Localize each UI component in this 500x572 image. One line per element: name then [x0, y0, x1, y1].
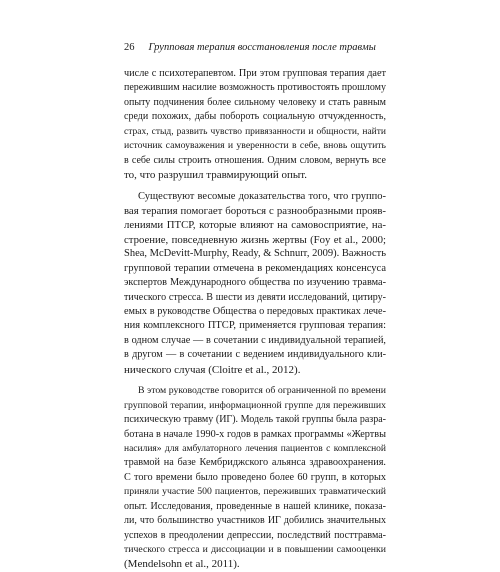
text-line: опыт. Исследования, проведенные в нашей клинике, показа- [124, 500, 386, 512]
text-line: то, что разрушил травмирующий опыт. [124, 169, 308, 182]
text-line: строение, повседневную жизнь жертвы (Foy et al., 2000; [124, 233, 386, 246]
text-line: вая терапия помогает бороться с разнообразными прояв- [124, 204, 386, 217]
text-line: среди похожих, дабы побороть социальную отчужденность, [124, 111, 386, 123]
text-line: ли, что большинство участников ИГ добились значительных [124, 515, 386, 527]
text-line: групповой терапии отмечена в рекомендациях консенсуса [124, 262, 386, 274]
text-line: опыту подчинения более сильному человеку и стать равным [124, 96, 386, 108]
text-line: ботана в начале 1990-х годов в рамках программы «Жертвы [124, 428, 386, 440]
paragraph-2 [124, 190, 386, 378]
text-line: нического случая (Cloitre et al., 2012). [124, 363, 301, 376]
paragraph-3 [124, 384, 386, 572]
text-line: (Mendelsohn et al., 2011). [124, 558, 240, 571]
text-line: пережившим насилие возможность противостоять прошлому [124, 82, 386, 94]
text-line: С того времени было проведено более 60 групп, в которых [124, 471, 386, 483]
text-line: групповой терапии, информационной группе для переживших [124, 399, 386, 411]
text-line: емых в руководстве Общества о передовых практиках лече- [124, 306, 386, 317]
text-line: В этом руководстве говорится об ограниченной по времени [138, 385, 386, 397]
text-line: Существуют весомые доказательства того, что группо- [138, 190, 386, 202]
running-head-title: Групповая терапия восстановления после травмы [148, 42, 376, 53]
text-line: Shea, McDevitt-Murphy, Ready, & Schnurr, 2009). Важность [124, 248, 386, 260]
text-line: тического стресса. В шести из девяти исследований, цитиру- [124, 291, 386, 303]
text-line: ния комплексного ПТСР, применяется групповая терапия: [124, 320, 386, 332]
paragraph-gap [124, 183, 386, 190]
text-line: в себе силы строить отношения. Одним словом, вернуть все [124, 154, 386, 166]
text-line: приняли участие 500 пациентов, переживших травматический [124, 486, 386, 498]
text-line: в одном случае — в сочетании с индивидуальной терапией, [124, 334, 386, 346]
paragraph-gap [124, 377, 386, 384]
text-line: тического стресса и диссоциации и в повышении самооценки [124, 544, 386, 555]
text-line: травмой на базе Кембриджского альянса здравоохранения. [124, 457, 386, 469]
text-line: лениями ПТСР, которые влияют на самовосприятие, на- [124, 219, 386, 232]
text-line: психическую травму (ИГ). Модель такой группы была разра- [124, 414, 386, 426]
text-line: страх, стыд, развить чувство привязанности и общности, найти [124, 126, 386, 137]
running-head [124, 40, 386, 56]
text-line: числе с психотерапевтом. При этом групповая терапия дает [124, 68, 386, 79]
paragraph-1 [124, 67, 386, 183]
page-number: 26 [124, 42, 135, 53]
text-line: успехов в преодолении депрессии, последствий посттравма- [124, 529, 386, 541]
text-line: насилия» для амбулаторного лечения пациентов с комплексной [124, 443, 386, 454]
text-line: в другом — в сочетании с ведением индивидуального кли- [124, 349, 386, 361]
text-line: экспертов Международного общества по изучению травма- [124, 277, 386, 289]
body-text [124, 67, 386, 572]
text-line: источник самоуважения и уверенности в себе, вновь ощутить [124, 140, 386, 152]
